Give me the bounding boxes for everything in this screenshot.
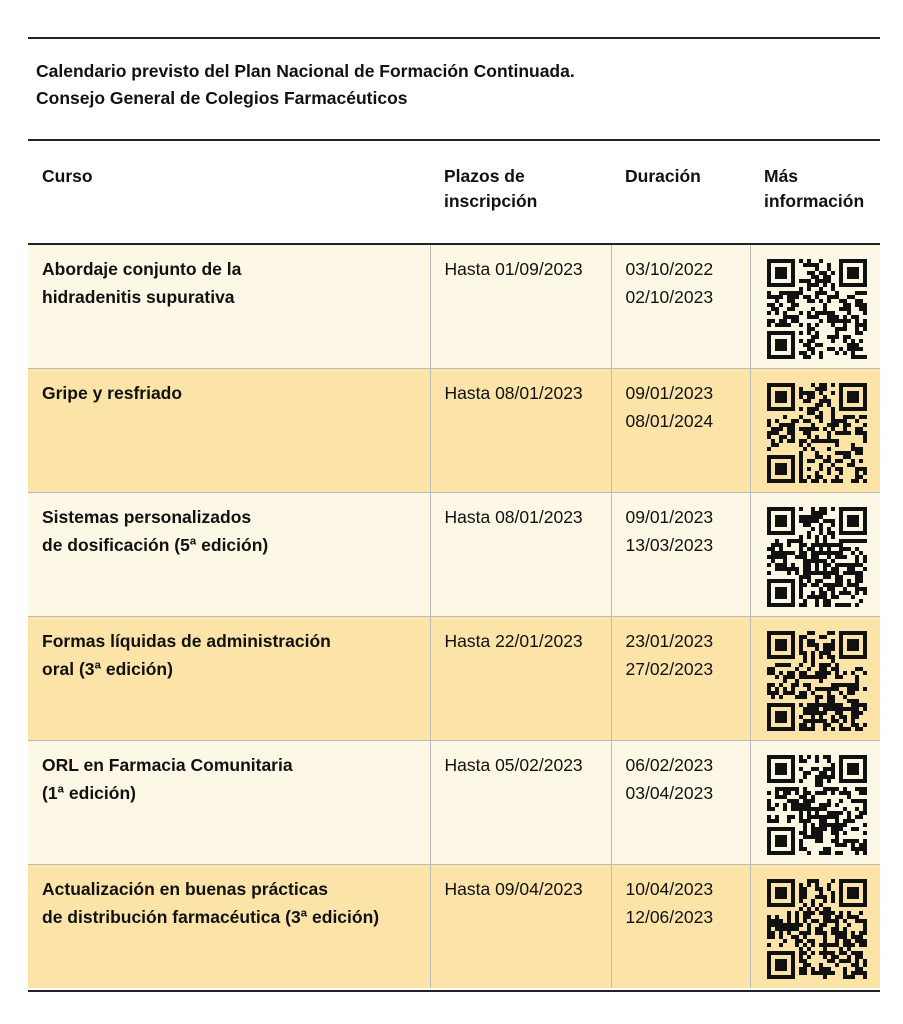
end-date: 27/02/2023 xyxy=(625,658,714,679)
duration-cell xyxy=(611,616,750,740)
table-header xyxy=(28,140,880,244)
table-row xyxy=(28,616,880,740)
registration-cell: Hasta 08/01/2023 xyxy=(430,492,611,616)
title-line-2: Consejo General de Colegios Farmacéuticos xyxy=(36,88,408,108)
start-date: 09/01/2023 xyxy=(625,382,714,403)
course-name-line: hidradenitis supurativa xyxy=(42,287,235,307)
document-title xyxy=(36,58,575,112)
more-info-cell xyxy=(750,616,880,740)
course-calendar-table xyxy=(28,140,880,988)
end-date: 13/03/2023 xyxy=(625,534,714,555)
more-info-cell xyxy=(750,244,880,368)
more-info-cell xyxy=(750,740,880,864)
qr-code-icon[interactable] xyxy=(767,259,867,359)
duration-cell xyxy=(611,244,750,368)
course-name-line: ORL en Farmacia Comunitaria xyxy=(42,754,293,775)
more-info-cell xyxy=(750,492,880,616)
course-name-line: Actualización en buenas prácticas xyxy=(42,878,328,899)
duration-cell xyxy=(611,368,750,492)
qr-code-icon[interactable] xyxy=(767,755,867,855)
registration-cell: Hasta 22/01/2023 xyxy=(430,616,611,740)
more-info-cell xyxy=(750,368,880,492)
table-row xyxy=(28,244,880,368)
registration-cell: Hasta 08/01/2023 xyxy=(430,368,611,492)
end-date: 02/10/2023 xyxy=(625,287,714,307)
registration-cell: Hasta 09/04/2023 xyxy=(430,864,611,988)
qr-code-icon[interactable] xyxy=(767,631,867,731)
course-name-line: Gripe y resfriado xyxy=(42,382,183,403)
course-name-line: de distribución farmacéutica (3ª edición) xyxy=(42,906,380,927)
course-cell xyxy=(28,244,430,368)
header-more-info: Más información xyxy=(750,140,880,244)
header-course: Curso xyxy=(28,140,430,244)
end-date: 03/04/2023 xyxy=(625,782,714,803)
qr-code-icon[interactable] xyxy=(767,383,867,483)
duration-cell xyxy=(611,492,750,616)
course-cell xyxy=(28,864,430,988)
course-name-line: Abordaje conjunto de la xyxy=(42,259,242,279)
start-date: 23/01/2023 xyxy=(625,630,714,651)
course-cell xyxy=(28,368,430,492)
course-name-line: (1ª edición) xyxy=(42,782,136,803)
course-cell xyxy=(28,740,430,864)
course-cell xyxy=(28,492,430,616)
course-cell xyxy=(28,616,430,740)
registration-cell: Hasta 01/09/2023 xyxy=(430,244,611,368)
bottom-rule xyxy=(28,990,880,992)
header-duration: Duración xyxy=(611,140,750,244)
duration-cell xyxy=(611,740,750,864)
start-date: 03/10/2022 xyxy=(625,259,714,279)
qr-code-icon[interactable] xyxy=(767,879,867,979)
end-date: 08/01/2024 xyxy=(625,410,714,431)
title-line-1: Calendario previsto del Plan Nacional de Formación Continuada. xyxy=(36,61,575,81)
duration-cell xyxy=(611,864,750,988)
course-name-line: oral (3ª edición) xyxy=(42,658,173,679)
registration-cell: Hasta 05/02/2023 xyxy=(430,740,611,864)
course-name-line: Sistemas personalizados xyxy=(42,506,252,527)
start-date: 10/04/2023 xyxy=(625,878,714,899)
table-row xyxy=(28,492,880,616)
start-date: 09/01/2023 xyxy=(625,506,714,527)
course-name-line: de dosificación (5ª edición) xyxy=(42,534,269,555)
table-row xyxy=(28,864,880,988)
top-rule xyxy=(28,37,880,39)
course-name-line: Formas líquidas de administración xyxy=(42,630,331,651)
table-row xyxy=(28,368,880,492)
qr-code-icon[interactable] xyxy=(767,507,867,607)
table-row xyxy=(28,740,880,864)
end-date: 12/06/2023 xyxy=(625,906,714,927)
more-info-cell xyxy=(750,864,880,988)
start-date: 06/02/2023 xyxy=(625,754,714,775)
header-registration: Plazos de inscripción xyxy=(430,140,611,244)
